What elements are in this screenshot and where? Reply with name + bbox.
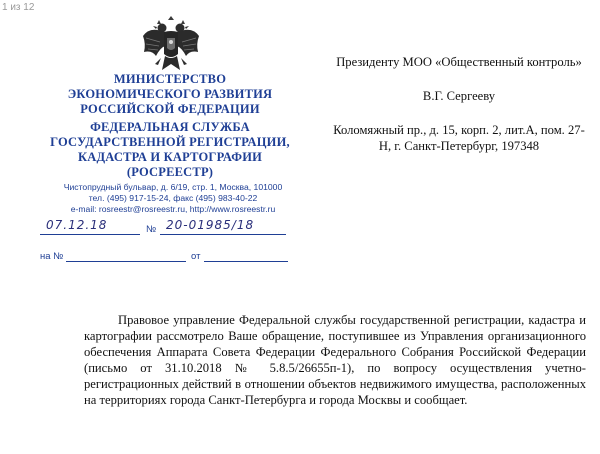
letter-body bbox=[84, 312, 586, 408]
ministry-line: РОССИЙСКОЙ ФЕДЕРАЦИИ bbox=[80, 102, 260, 116]
service-line: КАДАСТРА И КАРТОГРАФИИ bbox=[77, 150, 263, 164]
body-paragraph: Правовое управление Федеральной службы государственной регистрации, кадастра и картографии рассмотрело Ваше обращение, поступившее из Управления организационного обеспечения Аппарата Совета Федерации Федерального Собрания Российской Федерации (письмо от 31.10.2018 № 5.8.5/26655п-1), по вопросу осуществления учетно-регистрационных действий в отношении объектов недвижимого имущества, расположенных на территориях города Санкт-Петербурга и города Москвы и сообщает. bbox=[84, 313, 586, 407]
contact-email: e-mail: rosreestr@rosreestr.ru, http://www.rosreestr.ru bbox=[70, 204, 276, 214]
contact-address: Чистопрудный бульвар, д. 6/19, стр. 1, Москва, 101000 bbox=[63, 182, 283, 192]
addressee-block bbox=[330, 54, 588, 154]
reference-number-line bbox=[66, 247, 186, 262]
addressee-name: В.Г. Сергееву bbox=[422, 89, 496, 103]
service-line: (РОСРЕЕСТР) bbox=[126, 165, 214, 179]
reference-label: на № bbox=[40, 251, 64, 262]
service-line: ФЕДЕРАЛЬНАЯ СЛУЖБА bbox=[90, 120, 250, 134]
contact-phone: тел. (495) 917-15-24, факс (495) 983-40-22 bbox=[88, 193, 258, 203]
ministry-line: МИНИСТЕРСТВО bbox=[113, 72, 227, 86]
registration-number: 20-01985/18 bbox=[166, 218, 255, 232]
ministry-line: ЭКОНОМИЧЕСКОГО РАЗВИТИЯ bbox=[67, 87, 273, 101]
russian-coat-of-arms-icon bbox=[140, 14, 202, 78]
reference-date-line bbox=[204, 247, 288, 262]
service-line: ГОСУДАРСТВЕННОЙ РЕГИСТРАЦИИ, bbox=[50, 135, 290, 149]
page-counter: 1 из 12 bbox=[2, 2, 35, 13]
letterhead-contacts bbox=[30, 182, 316, 215]
registration-date: 07.12.18 bbox=[46, 218, 108, 232]
service-heading bbox=[30, 120, 310, 180]
addressee-title: Президенту МОО «Общественный контроль» bbox=[336, 55, 582, 69]
ministry-heading bbox=[30, 72, 310, 117]
number-label: № bbox=[146, 224, 157, 235]
addressee-address: Коломяжный пр., д. 15, корп. 2, лит.А, пом. 27-Н, г. Санкт-Петербург, 197348 bbox=[333, 123, 585, 153]
reference-from-label: от bbox=[191, 251, 201, 262]
